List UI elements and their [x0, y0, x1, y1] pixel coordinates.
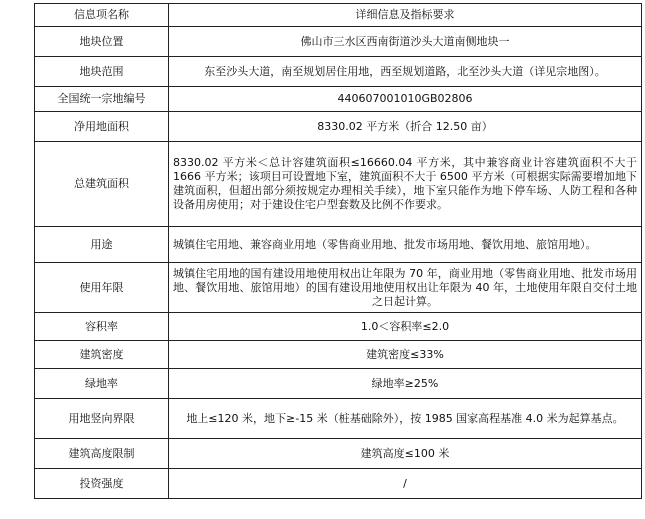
row-value-investment-intensity: /	[169, 469, 642, 499]
table-row	[35, 142, 642, 227]
table-header-row	[35, 4, 642, 27]
table-row	[35, 399, 642, 439]
row-key-vertical-limit: 用地竖向界限	[35, 399, 169, 439]
header-value-cell: 详细信息及指标要求	[169, 4, 642, 27]
row-key-investment-intensity: 投资强度	[35, 469, 169, 499]
row-key-range: 地块范围	[35, 57, 169, 87]
row-key-net-area: 净用地面积	[35, 112, 169, 142]
row-key-location: 地块位置	[35, 27, 169, 57]
row-key-building-density: 建筑密度	[35, 341, 169, 369]
row-value-net-area: 8330.02 平方米（折合 12.50 亩）	[169, 112, 642, 142]
row-key-plot-ratio: 容积率	[35, 313, 169, 341]
table-row	[35, 369, 642, 399]
row-value-usage: 城镇住宅用地、兼容商业用地（零售商业用地、批发市场用地、餐饮用地、旅馆用地）。	[169, 227, 642, 263]
table-row	[35, 263, 642, 313]
table-row	[35, 313, 642, 341]
table-row	[35, 439, 642, 469]
table-row	[35, 227, 642, 263]
land-info-table	[34, 3, 642, 499]
table-row	[35, 27, 642, 57]
table-row	[35, 57, 642, 87]
row-key-usage: 用途	[35, 227, 169, 263]
table-row	[35, 341, 642, 369]
row-value-range: 东至沙头大道，南至规划居住用地，西至规划道路，北至沙头大道（详见宗地图）。	[169, 57, 642, 87]
header-key-cell: 信息项名称	[35, 4, 169, 27]
row-key-parcel-code: 全国统一宗地编号	[35, 87, 169, 112]
row-value-building-density: 建筑密度≤33%	[169, 341, 642, 369]
row-value-vertical-limit: 地上≤120 米，地下≥-15 米（桩基础除外），按 1985 国家高程基准 4.0 米为起算基点。	[169, 399, 642, 439]
row-key-total-floor-area: 总建筑面积	[35, 142, 169, 227]
row-value-total-floor-area: 8330.02 平方米＜总计容建筑面积≤16660.04 平方米，其中兼容商业计容建筑面积不大于 1666 平方米；该项目可设置地下室，建筑面积不大于 6500 平方米（可根据实际需要增加地下建筑面积，但超出部分须按规定办理相关手续），地下室只能作为地下停车场、人防工程和各种设备用房使用；对于建设住宅户型套数及比例不作要求。	[169, 142, 642, 227]
row-value-green-ratio: 绿地率≥25%	[169, 369, 642, 399]
row-value-height-limit: 建筑高度≤100 米	[169, 439, 642, 469]
row-key-green-ratio: 绿地率	[35, 369, 169, 399]
table-row	[35, 469, 642, 499]
row-value-parcel-code: 440607001010GB02806	[169, 87, 642, 112]
table-row	[35, 87, 642, 112]
row-value-term: 城镇住宅用地的国有建设用地使用权出让年限为 70 年，商业用地（零售商业用地、批发市场用地、餐饮用地、旅馆用地）的国有建设用地使用权出让年限为 40 年，土地使用年限自交付土地之日起计算。	[169, 263, 642, 313]
table-row	[35, 112, 642, 142]
row-value-location: 佛山市三水区西南街道沙头大道南侧地块一	[169, 27, 642, 57]
row-key-height-limit: 建筑高度限制	[35, 439, 169, 469]
row-key-term: 使用年限	[35, 263, 169, 313]
row-value-plot-ratio: 1.0＜容积率≤2.0	[169, 313, 642, 341]
